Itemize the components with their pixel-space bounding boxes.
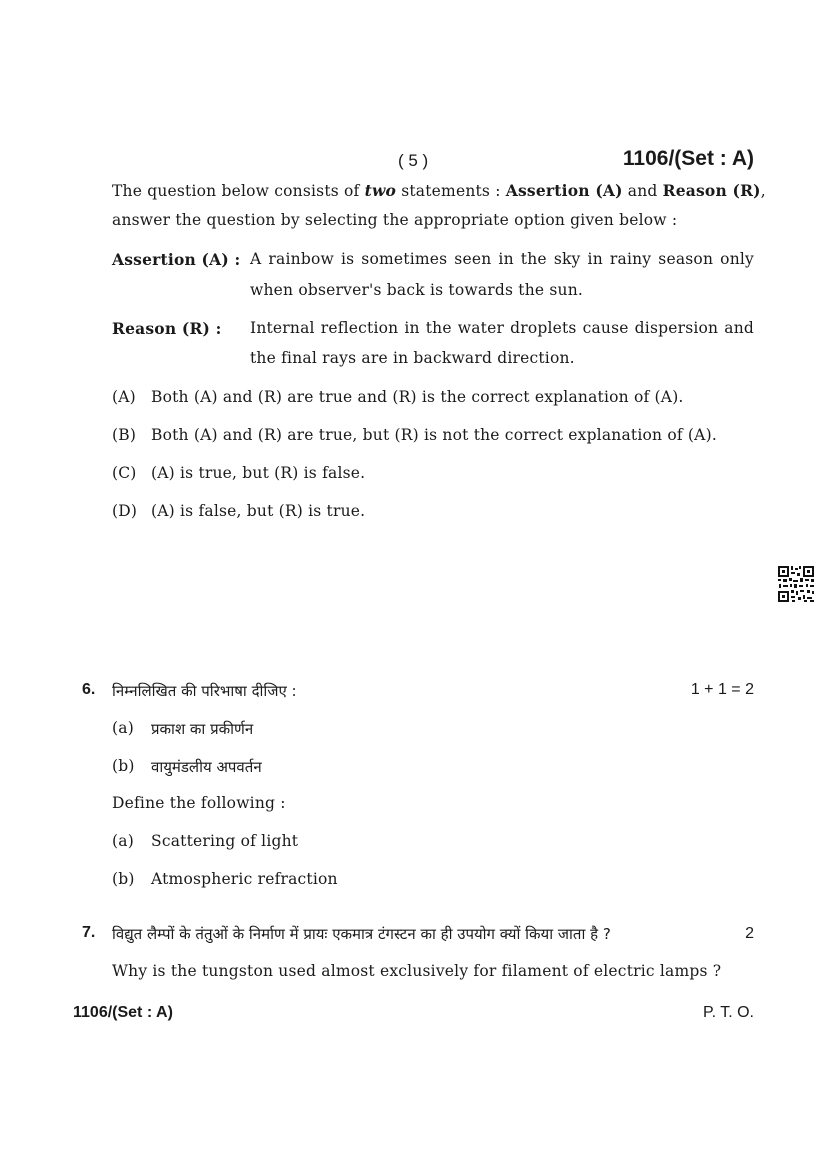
q6-number: 6. [82, 681, 96, 698]
q6-english-prompt: Define the following : [112, 794, 286, 812]
pto-label: P. T. O. [703, 1004, 754, 1021]
q5-intro-two: two [364, 181, 397, 200]
option-d-key: (D) [112, 502, 138, 520]
option-c-key: (C) [112, 464, 137, 482]
option-b-text: Both (A) and (R) are true, but (R) is not the correct explanation of (A). [151, 426, 717, 444]
paper-code-header: 1106/(Set : A) [622, 147, 754, 170]
assertion-label: Assertion (A) : [112, 250, 241, 269]
qr-code-graphic [777, 565, 815, 603]
reason-label: Reason (R) : [112, 319, 222, 338]
q7-number: 7. [82, 924, 96, 941]
q6-hindi-item-b: वायुमंडलीय अपवर्तन [151, 758, 262, 776]
q6-english-item-a: Scattering of light [151, 832, 299, 850]
q5-intro-mid: statements : [396, 182, 506, 200]
q6-hindi-item-a: प्रकाश का प्रकीर्णन [151, 720, 254, 738]
q5-intro-end: , [760, 182, 766, 200]
q7-marks: 2 [745, 925, 754, 942]
q7-hindi-text: विद्युत लैम्पों के तंतुओं के निर्माण में प्रायः एकमात्र टंगस्टन का ही उपयोग क्यों किया जाता है ? [112, 925, 611, 943]
q6-english-item-a-key: (a) [112, 832, 134, 850]
q5-intro-reason: Reason (R) [662, 181, 761, 200]
q6-hindi-item-b-key: (b) [112, 757, 135, 775]
q5-intro-assertion: Assertion (A) [505, 181, 623, 200]
paper-code-footer: 1106/(Set : A) [73, 1004, 173, 1021]
q5-intro-pre: The question below consists of [112, 182, 365, 200]
option-d-text: (A) is false, but (R) is true. [151, 502, 366, 520]
q7-english-text: Why is the tungston used almost exclusively for filament of electric lamps ? [112, 962, 722, 980]
assertion-line1: A rainbow is sometimes seen in the sky in rainy season only [250, 250, 754, 268]
option-a-key: (A) [112, 388, 136, 406]
page-number: ( 5 ) [398, 151, 429, 170]
qr-code-icon [777, 565, 815, 603]
q6-hindi-prompt: निम्नलिखित की परिभाषा दीजिए : [112, 682, 297, 700]
reason-line1: Internal reflection in the water droplets cause dispersion and [250, 319, 754, 337]
q5-intro-line1 [112, 181, 766, 200]
q5-intro-and: and [622, 182, 663, 200]
q6-english-item-b: Atmospheric refraction [151, 870, 338, 888]
q6-hindi-item-a-key: (a) [112, 719, 134, 737]
assertion-line2: when observer's back is towards the sun. [250, 281, 584, 299]
option-c-text: (A) is true, but (R) is false. [151, 464, 366, 482]
option-b-key: (B) [112, 426, 137, 444]
q5-intro-line2: answer the question by selecting the appropriate option given below : [112, 211, 678, 229]
q6-english-item-b-key: (b) [112, 870, 135, 888]
option-a-text: Both (A) and (R) are true and (R) is the correct explanation of (A). [151, 388, 684, 406]
reason-line2: the final rays are in backward direction. [250, 349, 575, 367]
q6-marks: 1 + 1 = 2 [690, 681, 754, 698]
